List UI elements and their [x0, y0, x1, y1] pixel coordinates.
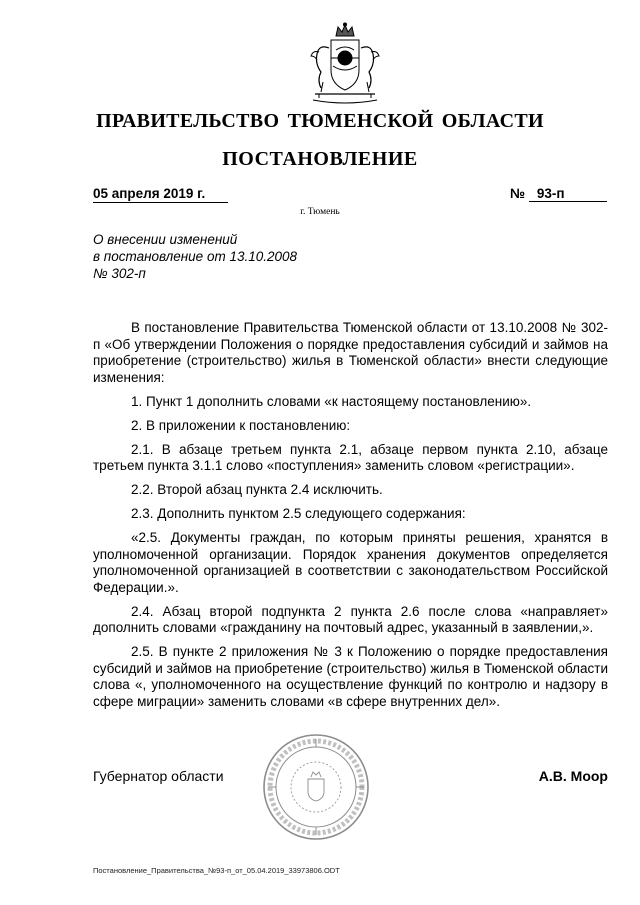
document-body	[93, 320, 608, 718]
document-subject	[93, 231, 297, 282]
number-value: 93-п	[529, 186, 607, 202]
subject-line: в постановление от 13.10.2008	[93, 249, 298, 264]
file-name-footer: Постановление_Правительства_№93-п_от_05.04.2019_33973806.ODT	[93, 866, 340, 875]
body-paragraph: «2.5. Документы граждан, по которым приняты решения, хранятся в уполномоченной организации. Порядок хранения документов определяется уполномоченной организацией в соответствии с законодательством Российской Федерации.».	[93, 530, 608, 595]
body-paragraph: 2.2. Второй абзац пункта 2.4 исключить.	[131, 482, 383, 497]
document-city: г. Тюмень	[300, 207, 340, 217]
government-title: ПРАВИТЕЛЬСТВО ТЮМЕНСКОЙ ОБЛАСТИ	[96, 110, 544, 132]
body-paragraph: 2.5. В пункте 2 приложения № 3 к Положению о порядке предоставления субсидий и займов на приобретение (строительство) жилья в Тюменской области слова «, уполномоченного на осуществление функций по контролю и надзору в сфере миграции» заменить словами «в сфере внутренних дел».	[93, 644, 608, 709]
signatory-title: Губернатор области	[93, 768, 224, 784]
body-paragraph: 2.4. Абзац второй подпункта 2 пункта 2.6 после слова «направляет» дополнить словами «гражданину на почтовый адрес, указанный в заявлении,».	[93, 603, 608, 635]
body-paragraph: 2.1. В абзаце третьем пункта 2.1, абзаце первом пункта 2.10, абзаце третьем пункта 3.1.1 слово «поступления» заменить словом «регистрации».	[93, 441, 608, 473]
document-number	[510, 186, 607, 202]
official-seal-icon	[262, 733, 370, 841]
subject-line: О внесении изменений	[93, 232, 238, 247]
coat-of-arms-icon	[305, 22, 385, 106]
subject-line: № 302-п	[93, 266, 146, 281]
document-date: 05 апреля 2019 г.	[93, 186, 228, 203]
number-prefix: №	[510, 186, 526, 201]
signatory-name: А.В. Моор	[538, 768, 608, 784]
body-paragraph: 2.3. Дополнить пунктом 2.5 следующего содержания:	[131, 506, 466, 521]
body-paragraph: 2. В приложении к постановлению:	[131, 417, 351, 433]
document-type-title: ПОСТАНОВЛЕНИЕ	[222, 148, 418, 170]
body-paragraph: 1. Пункт 1 дополнить словами «к настоящему постановлению».	[131, 393, 532, 409]
body-paragraph: В постановление Правительства Тюменской области от 13.10.2008 № 302-п «Об утверждении Положения о порядке предоставления субсидий и займов на приобретение (строительство) жилья в Тюменской области» внести следующие изменения:	[93, 320, 608, 385]
